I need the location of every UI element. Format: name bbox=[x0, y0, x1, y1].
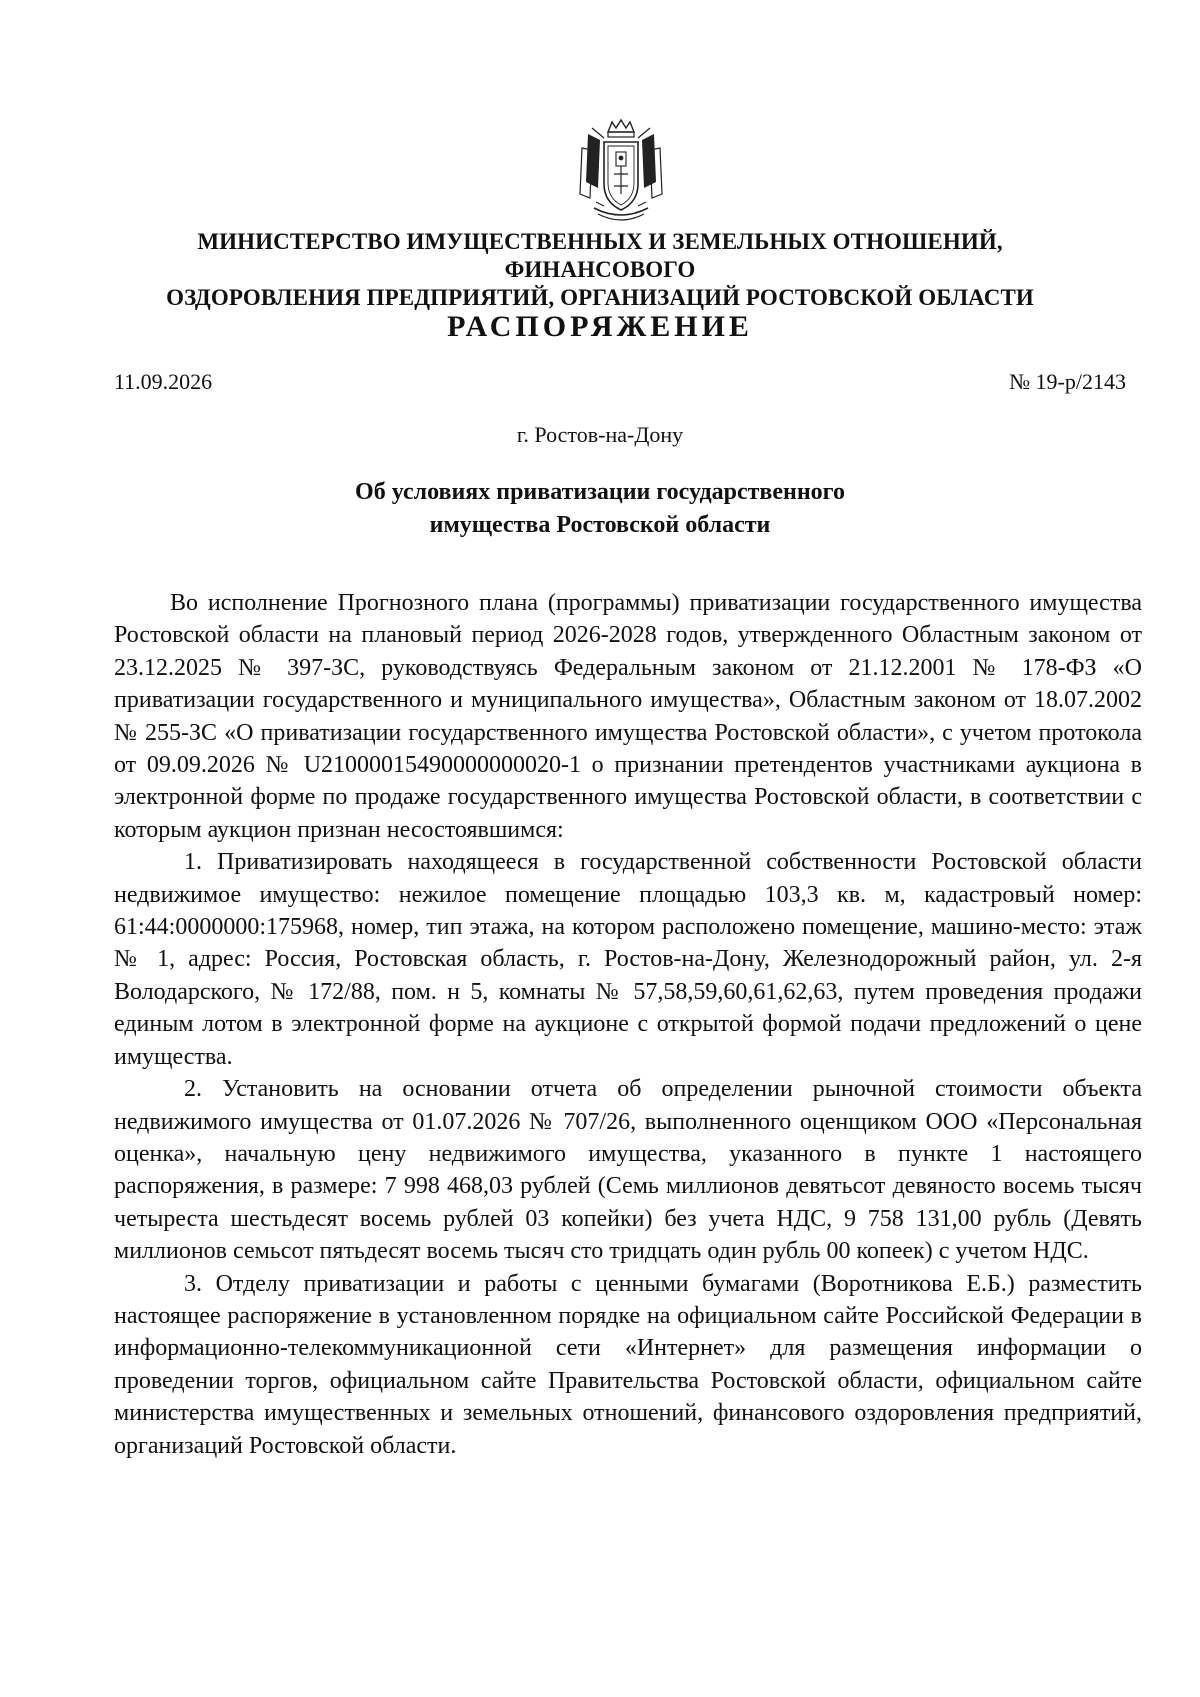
coat-of-arms-icon bbox=[578, 118, 664, 228]
document-number: № 19-р/2143 bbox=[1009, 369, 1126, 394]
document-type: РАСПОРЯЖЕНИЕ bbox=[447, 310, 753, 343]
item-1-paragraph: 1. Приватизировать находящееся в государственной собственности Ростовской области недвижимое имущество: нежилое помещение площадью 103,3 кв. м, кадастровый номер: 61:44:0000000:175968, номер, тип этажа, на котором расположено помещение, машино-место: этаж № 1, адрес: Россия, Ростовская область, г. Ростов-на-Дону, Железнодорожный район, ул. 2-я Володарского, № 172/88, пом. н 5, комнаты № 57,58,59,60,61,62,63, путем проведения продажи единым лотом в электронной форме на аукционе с открытой формой подачи предложений о цене имущества. bbox=[114, 849, 1142, 1070]
document-subject bbox=[200, 476, 1000, 542]
document-body bbox=[114, 587, 1142, 1462]
subject-line2: имущества Ростовской области bbox=[429, 512, 771, 538]
ministry-name-line2: ОЗДОРОВЛЕНИЯ ПРЕДПРИЯТИЙ, ОРГАНИЗАЦИЙ РОСТОВСКОЙ ОБЛАСТИ bbox=[166, 285, 1034, 310]
document-city: г. Ростов-на-Дону bbox=[516, 422, 684, 447]
item-2-paragraph: 2. Установить на основании отчета об определении рыночной стоимости объекта недвижимого имущества от 01.07.2026 № 707/26, выполненного оценщиком ООО «Персональная оценка», начальную цену недвижимого имущества, указанного в пункте 1 настоящего распоряжения, в размере: 7 998 468,03 рублей (Семь миллионов девятьсот девяносто восемь тысяч четыреста шестьдесят восемь рублей 03 копейки) без учета НДС, 9 758 131,00 рубль (Девять миллионов семьсот пятьдесят восемь тысяч сто тридцать один рубль 00 копеек) с учетом НДС. bbox=[114, 1076, 1142, 1265]
subject-line1: Об условиях приватизации государственного bbox=[355, 479, 845, 505]
preamble-paragraph: Во исполнение Прогнозного плана (программы) приватизации государственного имущества Ростовской области на плановый период 2026-2028 годов, утвержденного Областным законом от 23.12.2025 № 397-ЗС, руководствуясь Федеральным законом от 21.12.2001 № 178-ФЗ «О приватизации государственного и муниципального имущества», Областным законом от 18.07.2002 № 255-ЗС «О приватизации государственного имущества Ростовской области», с учетом протокола от 09.09.2026 № U21000015490000000020-1 о признании претендентов участниками аукциона в электронной форме по продаже государственного имущества Ростовской области, в соответствии с которым аукцион признан несостоявшимся: bbox=[114, 590, 1142, 843]
ministry-name bbox=[100, 228, 1100, 312]
document-date: 11.09.2026 bbox=[114, 369, 213, 394]
item-3-paragraph: 3. Отделу приватизации и работы с ценными бумагами (Воротникова Е.Б.) разместить настоящее распоряжение в установленном порядке на официальном сайте Российской Федерации в информационно-телекоммуникационной сети «Интернет» для размещения информации о проведении торгов, официальном сайте Правительства Ростовской области, официальном сайте министерства имущественных и земельных отношений, финансового оздоровления предприятий, организаций Ростовской области. bbox=[114, 1270, 1142, 1459]
ministry-name-line1: МИНИСТЕРСТВО ИМУЩЕСТВЕННЫХ И ЗЕМЕЛЬНЫХ ОТНОШЕНИЙ, ФИНАНСОВОГО bbox=[197, 229, 1003, 282]
